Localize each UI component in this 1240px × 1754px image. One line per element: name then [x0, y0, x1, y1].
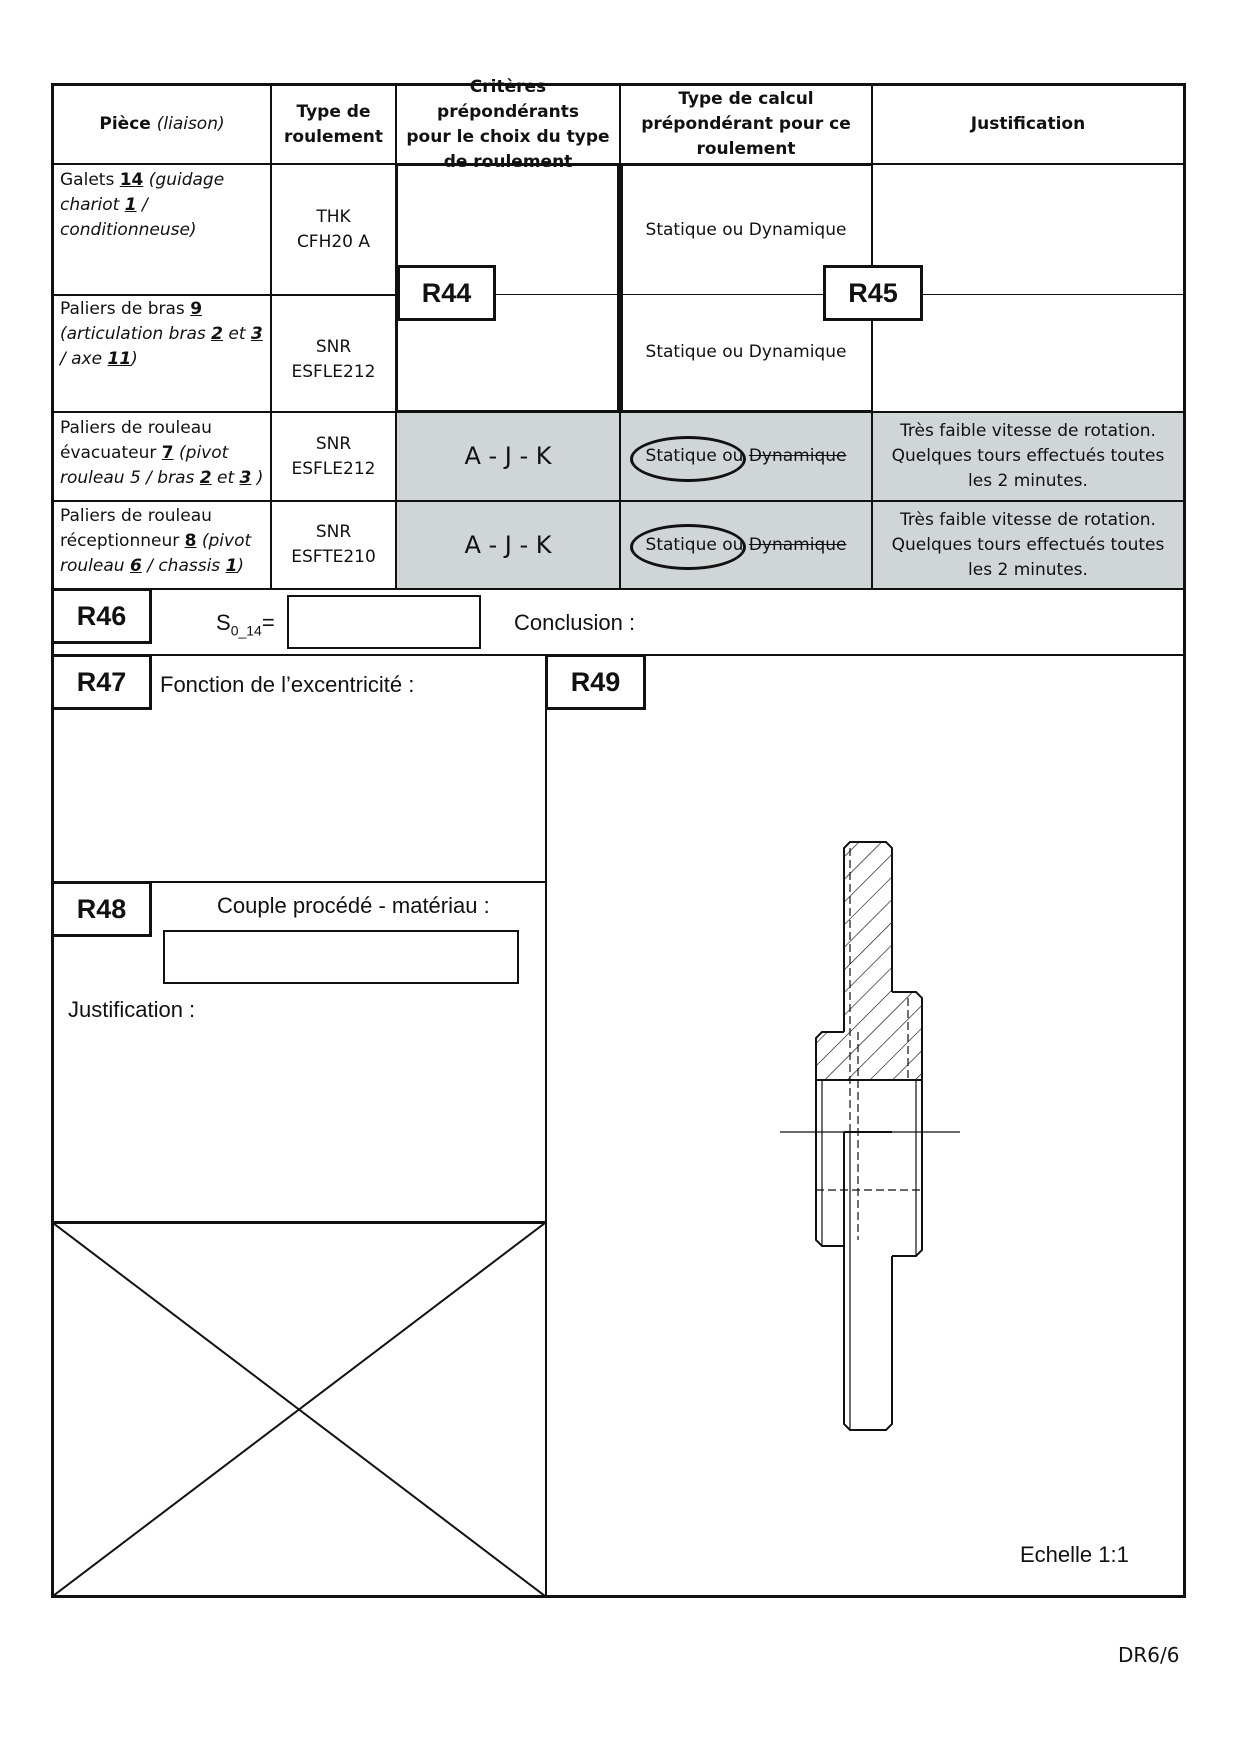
row1-piece: Galets 14 (guidage chariot 1 / conditionneuse): [60, 170, 225, 240]
row1-type: THK CFH20 A: [296, 206, 371, 252]
header-criteres-line3: de roulement: [443, 151, 573, 172]
row4-calcul: Statique ou Dynamique: [645, 534, 847, 555]
row4-type: SNR ESFTE210: [291, 522, 376, 567]
r48-label: R48: [51, 881, 152, 937]
header-piece-label: Pièce: [99, 114, 151, 134]
r44-label: R44: [397, 265, 496, 321]
header-criteres-line2: pour le choix du type: [406, 126, 610, 147]
crossed-box: [53, 1223, 545, 1596]
justification-label: Justification :: [68, 997, 196, 1022]
r45-label: R45: [823, 265, 923, 321]
row2-calcul: Statique ou Dynamique: [645, 342, 847, 362]
header-calcul-line1: Type de calcul: [678, 89, 814, 109]
row4-justification: Très faible vitesse de rotation. Quelques tours effectués toutes les 2 minutes.: [891, 509, 1165, 580]
row3-criteres: A - J - K: [464, 442, 552, 470]
header-justification: [873, 86, 1183, 163]
header-type-line1: Type de: [296, 101, 371, 122]
header-piece: [54, 86, 270, 163]
page-number: DR6/6: [1118, 1643, 1180, 1667]
row4-piece: Paliers de rouleau réceptionneur 8 (pivot rouleau 6 / chassis 1): [60, 506, 252, 576]
r47-label: R47: [51, 654, 152, 710]
header-justification-label: Justification: [970, 114, 1086, 134]
header-type-line2: roulement: [284, 126, 383, 147]
row1-calcul: Statique ou Dynamique: [645, 219, 847, 240]
echelle-label: Echelle 1:1: [1020, 1542, 1129, 1567]
couple-input[interactable]: [163, 930, 519, 984]
row2-type: SNR ESFLE212: [291, 337, 376, 382]
header-type: [272, 86, 395, 163]
s014-label: $S_{0\_14}=$: [216, 610, 275, 639]
header-calcul-line3: roulement: [696, 139, 796, 159]
row2-piece: Paliers de bras 9 (articulation bras 2 et 3 / axe 11): [60, 299, 263, 369]
row3-calcul: Statique ou Dynamique: [645, 446, 847, 466]
header-criteres: [397, 76, 619, 172]
row3-type: SNR ESFLE212: [291, 433, 376, 479]
header-criteres-line1: Critères prépondérants: [437, 76, 579, 122]
s014-input[interactable]: [287, 595, 481, 649]
row3-justification: Très faible vitesse de rotation. Quelques tours effectués toutes les 2 minutes.: [891, 421, 1165, 491]
r49-label: R49: [545, 654, 646, 710]
header-piece-italic: (liaison): [156, 114, 225, 134]
row3-piece: Paliers de rouleau évacuateur 7 (pivot rouleau 5 / bras 2 et 3 ): [60, 418, 264, 488]
header-calcul: [621, 86, 871, 163]
row4-criteres: A - J - K: [464, 530, 552, 559]
conclusion-label: Conclusion :: [514, 610, 636, 635]
excentric-part-drawing: [780, 830, 960, 1450]
fonction-label: Fonction de l’excentricité :: [160, 672, 415, 697]
header-calcul-line2: prépondérant pour ce: [641, 114, 851, 134]
r46-label: R46: [51, 588, 152, 644]
couple-label: Couple procédé - matériau :: [217, 893, 490, 918]
